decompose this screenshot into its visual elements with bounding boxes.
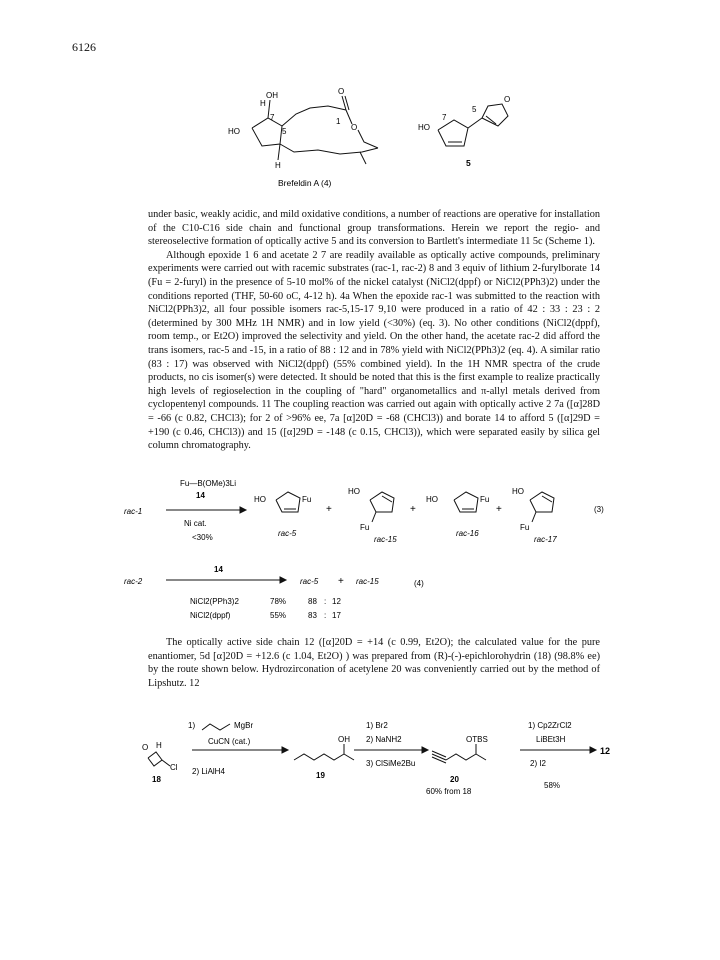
eq3-reagent-top: Fu—B(OMe)3Li (180, 479, 237, 488)
locant-r7: 7 (442, 113, 447, 122)
paragraph-2: Although epoxide 1 6 and acetate 2 7 are readily available as optically active compounds, preliminary experiments were carried out with racemic substrates (rac-1, rac-2) 8 and 3 equiv of lithium 2-furylborate 14 (Fu = 2-furyl) in the presence of 5-10 mol% of the nickel catalyst (NiCl2(dppf) or NiCl2(PPh3)2) under the conditions reported (THF, 50-60 oC, 4-12 h). 4a When the epoxide rac-1 was submitted to the reaction with NiCl2(PPh3)2, all four possible isomers rac-5,15-17 9,10 were produced in a ratio of 42 : 33 : 23 : 2 (determined by 300 MHz 1H NMR) and in low yield (<30%) (eq. 3). No other conditions (NiCl2(dppf), room temp., or Et2O) improved the selectivity and yield. On the other hand, the acetate rac-2 did afford the trans isomers, rac-5 and -15, in a ratio of 88 : 12 and in 78% yield with NiCl2(PPh3)2 (eq. 4). A similar ratio (83 : 17) was observed with NiCl2(dppf) (55% combined yield). In the 1H NMR spectra of the crude products, no cis isomer(s) were detected. It should be noted that this is the first example to realize practically high levels of regioselection in the coupling of "hard" organometallics and π-allyl metals derived from cyclopentenyl compounds. 11 The coupling reaction was carried out again with optically active 2 7a ([α]28D = -66 (c 0.82, CHCl3); for 2 of >96% ee, 7a [α]20D = -68 (CHCl3)) and borate 14 to afford 5 ([α]29D = +190 (c 0.46, CHCl3)) and 15 ([α]29D = -148 (c 0.15, CHCl3)), which were separated easily by silica gel column chromatography. (148, 249, 600, 452)
eq3-fu-3: Fu (480, 495, 490, 504)
eq3-label: (3) (594, 505, 604, 514)
compound-19: 19 (316, 771, 325, 780)
eq4-row1-ratio-a: 88 (308, 597, 317, 606)
o-furan-label: O (504, 95, 511, 104)
yield-12: 58% (544, 781, 561, 790)
eq4-row2-yield: 55% (270, 611, 287, 620)
ho-right-label: HO (418, 123, 430, 132)
eq4-row2-ratio-a: 83 (308, 611, 317, 620)
eq3-reagent-num: 14 (196, 491, 205, 500)
epoxide-h: H (156, 741, 162, 750)
o-top-label: O (338, 87, 345, 96)
eq3-yield: <30% (192, 533, 213, 542)
h-top-label: H (260, 99, 266, 108)
equation-4 (120, 562, 440, 622)
eq4-row2-catalyst: NiCl2(dppf) (190, 611, 231, 620)
oh-label: OH (266, 91, 278, 100)
eq3-product-2: rac-15 (374, 535, 397, 544)
step1-b: CuCN (cat.) (208, 737, 251, 746)
eq3-plus-2: + (410, 504, 416, 515)
locant-r5: 5 (472, 105, 477, 114)
eq4-product-b: rac-15 (356, 577, 379, 586)
eq4-start: rac-2 (124, 577, 143, 586)
brefeldin-label: Brefeldin A (4) (278, 178, 332, 188)
eq4-product-a: rac-5 (300, 577, 319, 586)
eq3-ho-1: HO (254, 495, 266, 504)
top-scheme (210, 80, 550, 190)
eq3-ho-4: HO (512, 487, 524, 496)
eq3-start: rac-1 (124, 507, 143, 516)
step1-reagent: MgBr (234, 721, 254, 730)
eq3-catalyst: Ni cat. (184, 519, 207, 528)
compound-5-label: 5 (466, 158, 471, 168)
eq4-row1-ratio-b: 12 (332, 597, 341, 606)
page-number: 6126 (72, 40, 96, 54)
paragraph-1: under basic, weakly acidic, and mild oxidative conditions, a number of reactions are operative for installation of the C10-C16 side chain and functional group transformations. Herein we report the regio- and stereoselective formation of optically active 5 and its conversion to Bartlett's intermediate 11 5c (Scheme 1). (148, 209, 600, 248)
eq3-fu-4: Fu (520, 523, 530, 532)
step2-b: 2) NaNH2 (366, 735, 402, 744)
locant-1: 1 (336, 117, 341, 126)
step3-c: 2) I2 (530, 759, 547, 768)
step3-b: LiBEt3H (536, 735, 566, 744)
ho-left-label: HO (228, 127, 240, 136)
eq3-product-3: rac-16 (456, 529, 479, 538)
eq3-product-1: rac-5 (278, 529, 297, 538)
otbs-label: OTBS (466, 735, 488, 744)
step1-c: 2) LiAlH4 (192, 767, 225, 776)
o-ring-label: O (351, 123, 358, 132)
eq3-fu-2: Fu (360, 523, 370, 532)
eq3-plus-1: + (326, 504, 332, 515)
compound-12: 12 (600, 746, 611, 756)
eq3-fu-1: Fu (302, 495, 312, 504)
eq3-plus-3: + (496, 504, 502, 515)
eq4-reagent-num: 14 (214, 565, 223, 574)
epoxide-o: O (142, 743, 149, 752)
compound-18: 18 (152, 775, 161, 784)
locant-7: 7 (270, 113, 275, 122)
equation-3 (120, 478, 620, 548)
eq4-plus: + (338, 576, 344, 587)
eq4-label: (4) (414, 579, 424, 588)
step1-a: 1) (188, 721, 196, 730)
step2-a: 1) Br2 (366, 721, 388, 730)
eq4-row2-ratio-b: 17 (332, 611, 341, 620)
eq3-product-4: rac-17 (534, 535, 557, 544)
bottom-scheme (140, 716, 620, 800)
epoxide-cl: Cl (170, 763, 178, 772)
compound-20: 20 (450, 775, 459, 784)
eq4-row1-catalyst: NiCl2(PPh3)2 (190, 597, 239, 606)
eq4-row2-sep: : (324, 611, 327, 620)
eq3-ho-2: HO (348, 487, 360, 496)
paragraph-3: The optically active side chain 12 ([α]20D = +14 (c 0.99, Et2O); the calculated value for the pure enantiomer, 5d [α]20D = +12.6 (c 1.04, Et2O) ) was prepared from (R)-(-)-epichlorohydrin (18) (98.8% ee) by the route shown below. Hydrozirconation of acetylene 20 was conveniently carried out by the method of Lipshutz. 12 (148, 637, 600, 689)
oh-19: OH (338, 735, 350, 744)
body-paragraph-3 (148, 636, 600, 690)
yield-20: 60% from 18 (426, 787, 472, 796)
eq4-row1-yield: 78% (270, 597, 287, 606)
body-paragraphs (148, 208, 600, 453)
h-bottom-label: H (275, 161, 281, 170)
eq3-ho-3: HO (426, 495, 438, 504)
locant-5: 5 (282, 127, 287, 136)
step2-c: 3) ClSiMe2Bu (366, 759, 416, 768)
step3-a: 1) Cp2ZrCl2 (528, 721, 572, 730)
eq4-row1-sep: : (324, 597, 327, 606)
